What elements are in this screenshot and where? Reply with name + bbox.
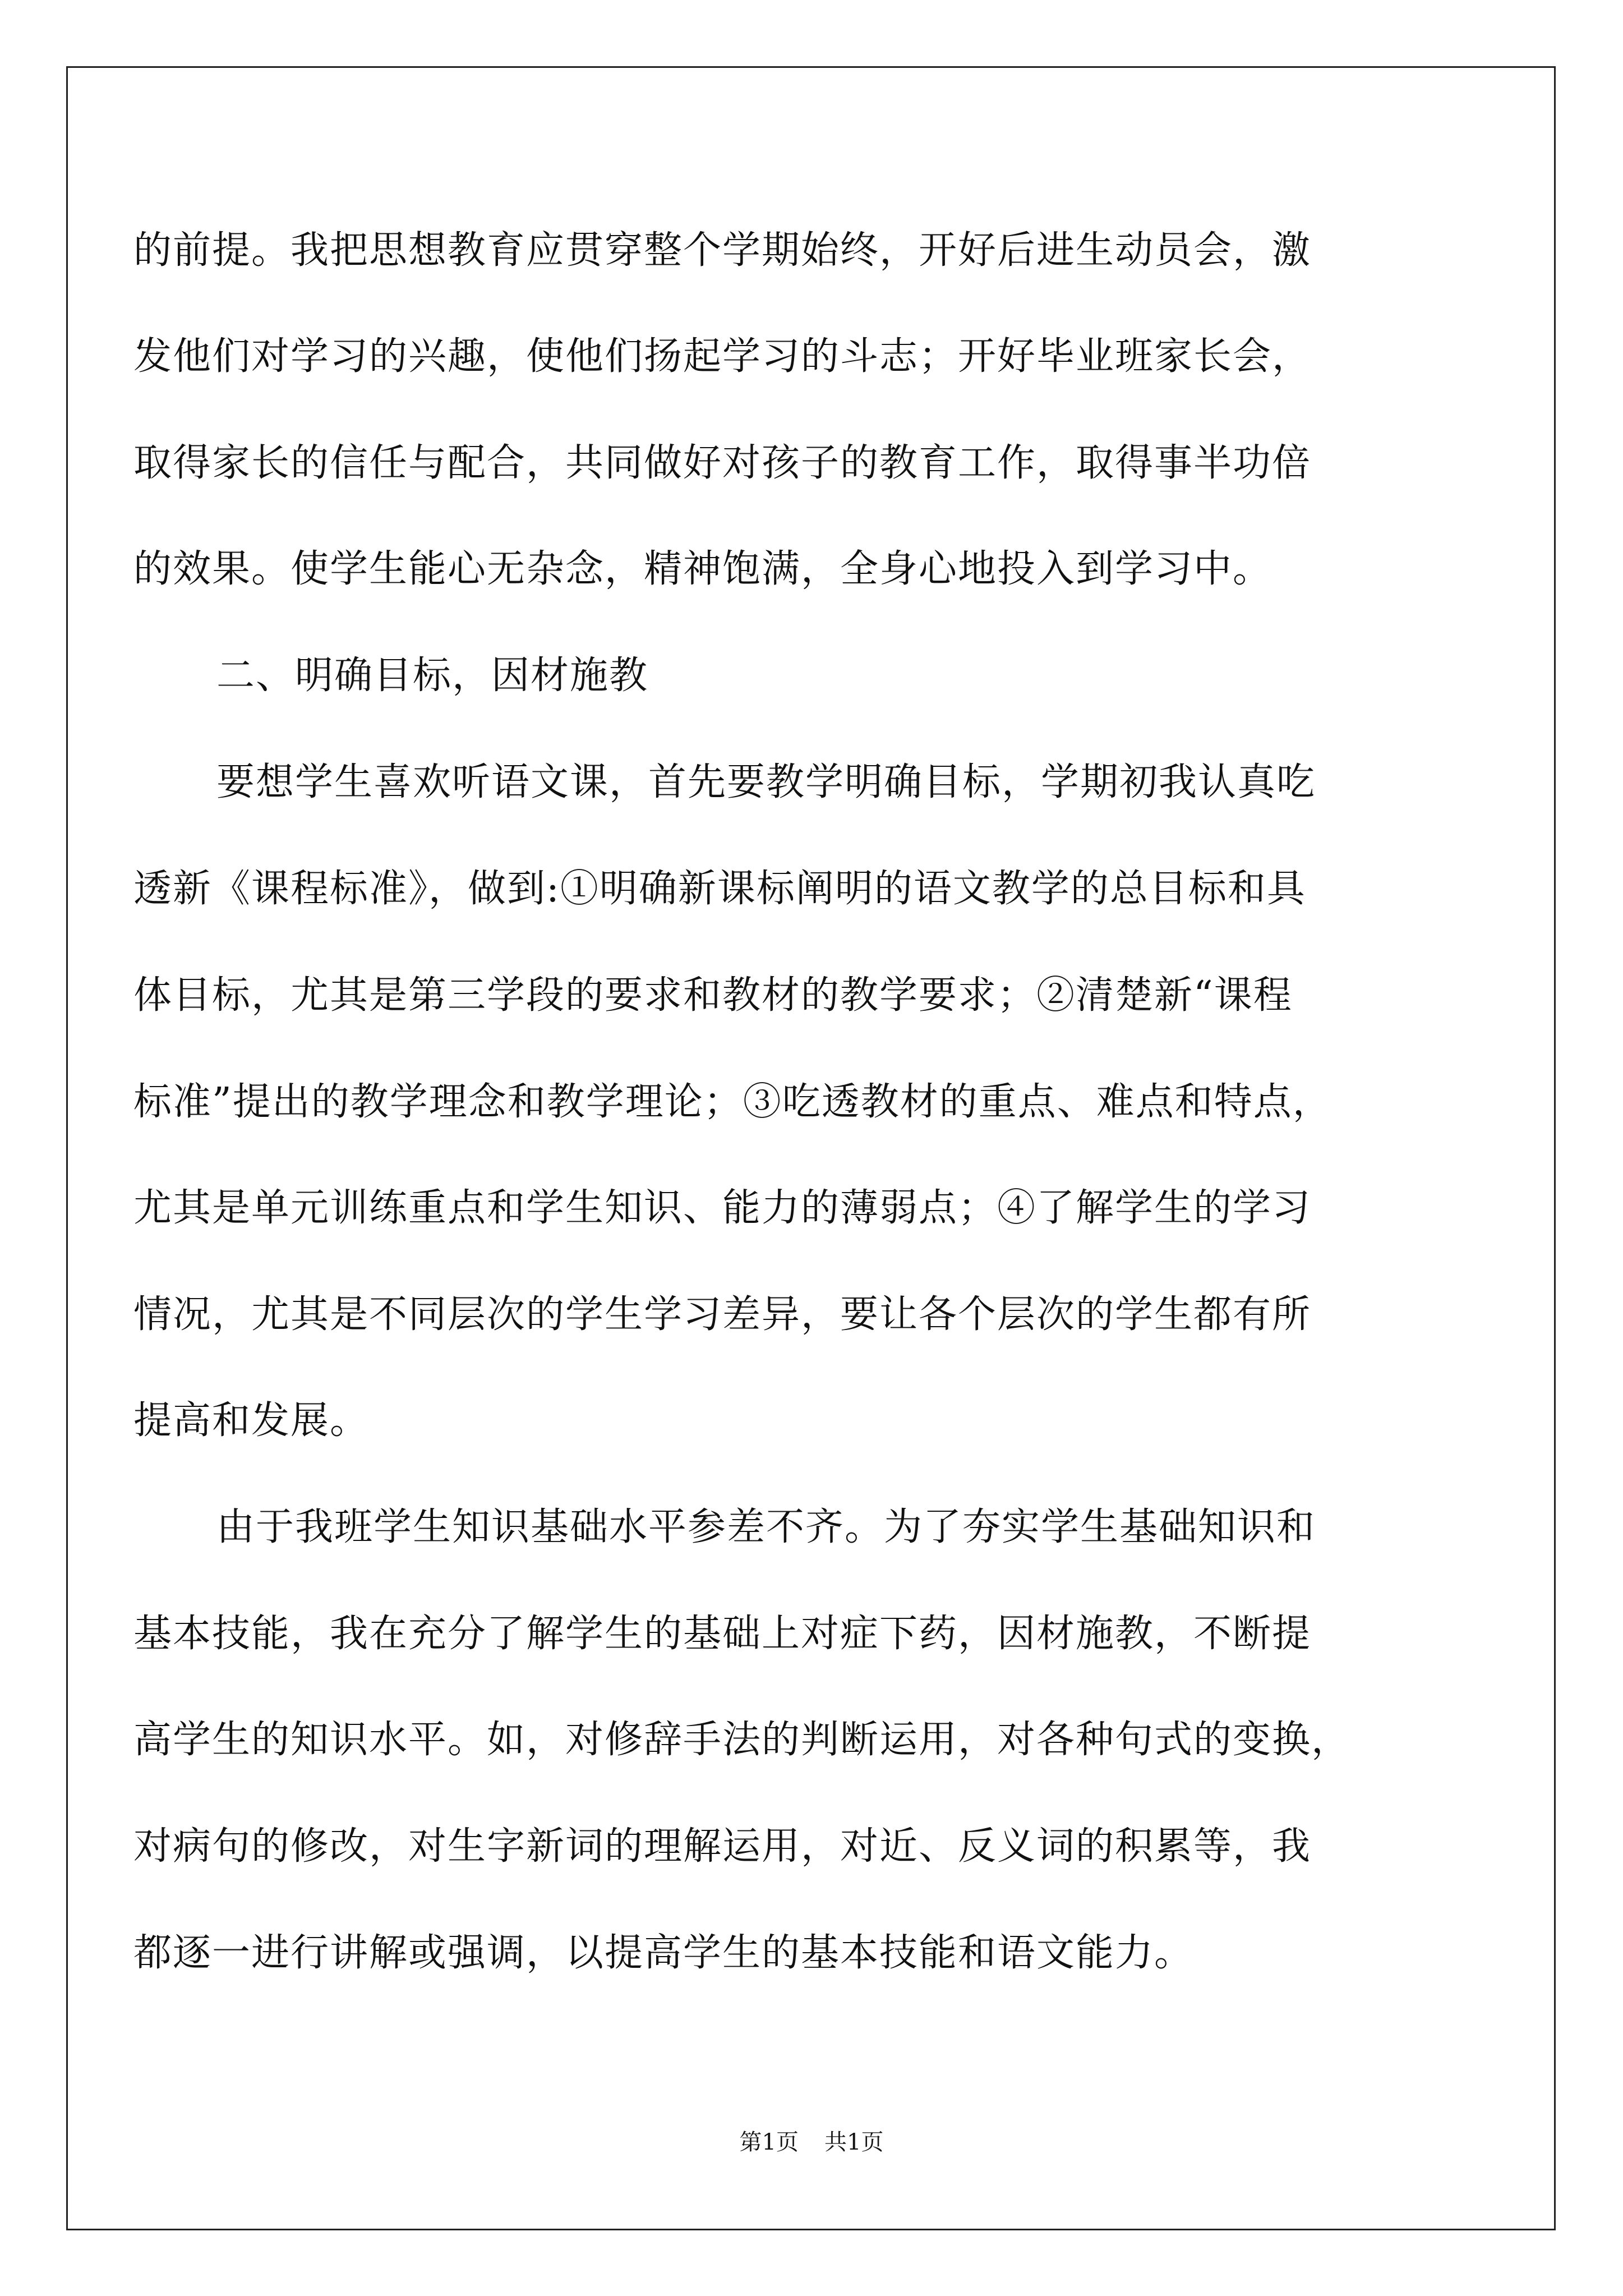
text-line: 体目标，尤其是第三学段的要求和教材的教学要求；②清楚新“课程: [133, 973, 1293, 1018]
text-line: 标准”提出的教学理念和教学理论；③吃透教材的重点、难点和特点，: [133, 1080, 1332, 1124]
text-line: 的效果。使学生能心无杂念，精神饱满，全身心地投入到学习中。: [133, 547, 1272, 591]
text-line: 高学生的知识水平。如，对修辞手法的判断运用，对各种句式的变换，: [133, 1718, 1351, 1762]
text-line: 情况，尤其是不同层次的学生学习差异，要让各个层次的学生都有所: [133, 1292, 1312, 1337]
text-line: 尤其是单元训练重点和学生知识、能力的薄弱点；④了解学生的学习: [133, 1186, 1312, 1230]
text-line: 基本技能，我在充分了解学生的基础上对症下药，因材施教，不断提: [133, 1612, 1312, 1656]
page-border: [66, 66, 1556, 2230]
text-line: 发他们对学习的兴趣，使他们扬起学习的斗志；开好毕业班家长会，: [133, 334, 1312, 379]
text-line: 由于我班学生知识基础水平参差不齐。为了夯实学生基础知识和: [216, 1505, 1316, 1549]
page-footer: [0, 2128, 1623, 2156]
text-line: 对病句的修改，对生字新词的理解运用，对近、反义词的积累等，我: [133, 1824, 1312, 1869]
section-heading: 二、明确目标，因材施教: [216, 654, 649, 698]
text-line: 的前提。我把思想教育应贯穿整个学期始终，开好后进生动员会，激: [133, 228, 1312, 273]
text-line: 提高和发展。: [133, 1398, 370, 1443]
page-total: 共1页: [824, 2129, 884, 2155]
text-line: 取得家长的信任与配合，共同做好对孩子的教育工作，取得事半功倍: [133, 441, 1312, 485]
page-number: 第1页: [739, 2129, 799, 2155]
text-line: 透新《课程标准》，做到:①明确新课标阐明的语文教学的总目标和具: [133, 867, 1306, 911]
text-line: 都逐一进行讲解或强调，以提高学生的基本技能和语文能力。: [133, 1931, 1194, 1975]
text-line: 要想学生喜欢听语文课，首先要教学明确目标，学期初我认真吃: [216, 760, 1316, 804]
